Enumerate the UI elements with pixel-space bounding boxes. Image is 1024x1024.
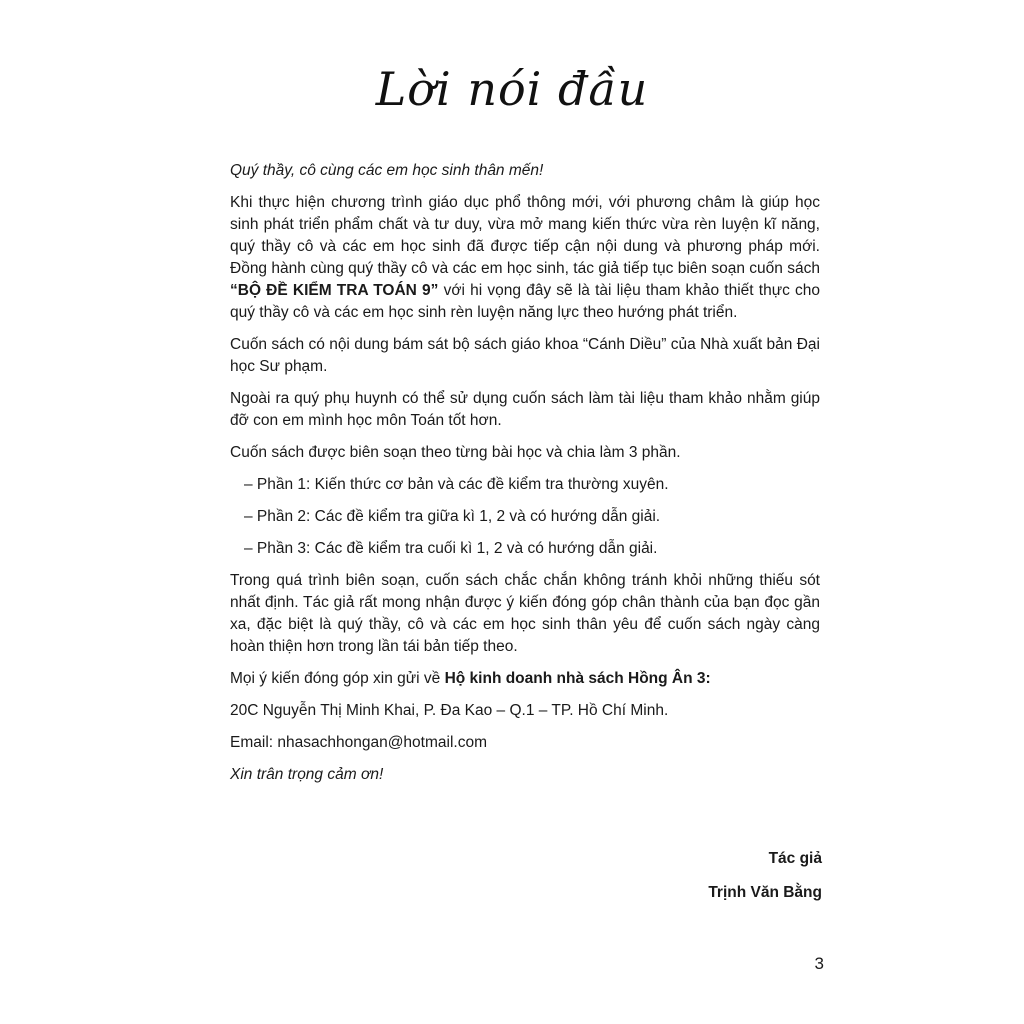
paragraph-4: Cuốn sách được biên soạn theo từng bài học và chia làm 3 phần.	[230, 444, 681, 461]
list-item: – Phần 1: Kiến thức cơ bản và các đề kiểm tra thường xuyên.	[244, 476, 669, 493]
contact-name: Hộ kinh doanh nhà sách Hồng Ân 3:	[444, 670, 711, 687]
address: 20C Nguyễn Thị Minh Khai, P. Đa Kao – Q.1 – TP. Hồ Chí Minh.	[230, 702, 669, 719]
signature-block	[708, 842, 822, 910]
paragraph-3: Ngoài ra quý phụ huynh có thể sử dụng cuốn sách làm tài liệu tham khảo nhằm giúp đỡ con em mình học môn Toán tốt hơn.	[230, 390, 820, 429]
page-title: Lời nói đầu	[375, 62, 649, 116]
book-title: “BỘ ĐỀ KIỂM TRA TOÁN 9”	[230, 282, 439, 299]
email: Email: nhasachhongan@hotmail.com	[230, 734, 487, 751]
contact-intro: Mọi ý kiến đóng góp xin gửi về	[230, 670, 445, 687]
preface-body	[230, 160, 820, 796]
contact-line	[230, 668, 820, 690]
paragraph-2: Cuốn sách có nội dung bám sát bộ sách giáo khoa “Cánh Diều” của Nhà xuất bản Đại học Sư phạm.	[230, 336, 820, 375]
thanks-line: Xin trân trọng cảm ơn!	[230, 766, 384, 783]
paragraph-1-text-a: Khi thực hiện chương trình giáo dục phổ thông mới, với phương châm là giúp học sinh phát triển phẩm chất và tư duy, vừa mở mang kiến thức vừa rèn luyện kĩ năng, quý thầy cô và các em học sinh đã được tiếp cận nội dung và phương pháp mới. Đồng hành cùng quý thầy cô và các em học sinh, tác giả tiếp tục biên soạn cuốn sách	[230, 194, 820, 277]
greeting: Quý thầy, cô cùng các em học sinh thân mến!	[230, 162, 544, 179]
paragraph-1	[230, 192, 820, 324]
page-number: 3	[814, 954, 824, 973]
list-item: – Phần 2: Các đề kiểm tra giữa kì 1, 2 và có hướng dẫn giải.	[244, 508, 661, 525]
list-item: – Phần 3: Các đề kiểm tra cuối kì 1, 2 và có hướng dẫn giải.	[244, 540, 658, 557]
paragraph-1-text-b: với hi vọng đây sẽ là tài liệu tham khảo thiết thực cho quý thầy cô và các em học sinh rèn luyện năng lực theo hướng phát triển.	[230, 282, 820, 321]
author-label: Tác giả	[768, 850, 822, 867]
paragraph-5: Trong quá trình biên soạn, cuốn sách chắc chắn không tránh khỏi những thiếu sót nhất định. Tác giả rất mong nhận được ý kiến đóng góp chân thành của bạn đọc gần xa, đặc biệt là quý thầy, cô và các em học sinh thân yêu để cuốn sách ngày càng hoàn thiện hơn trong lần tái bản tiếp theo.	[230, 572, 820, 655]
author-name: Trịnh Văn Bằng	[708, 884, 822, 901]
